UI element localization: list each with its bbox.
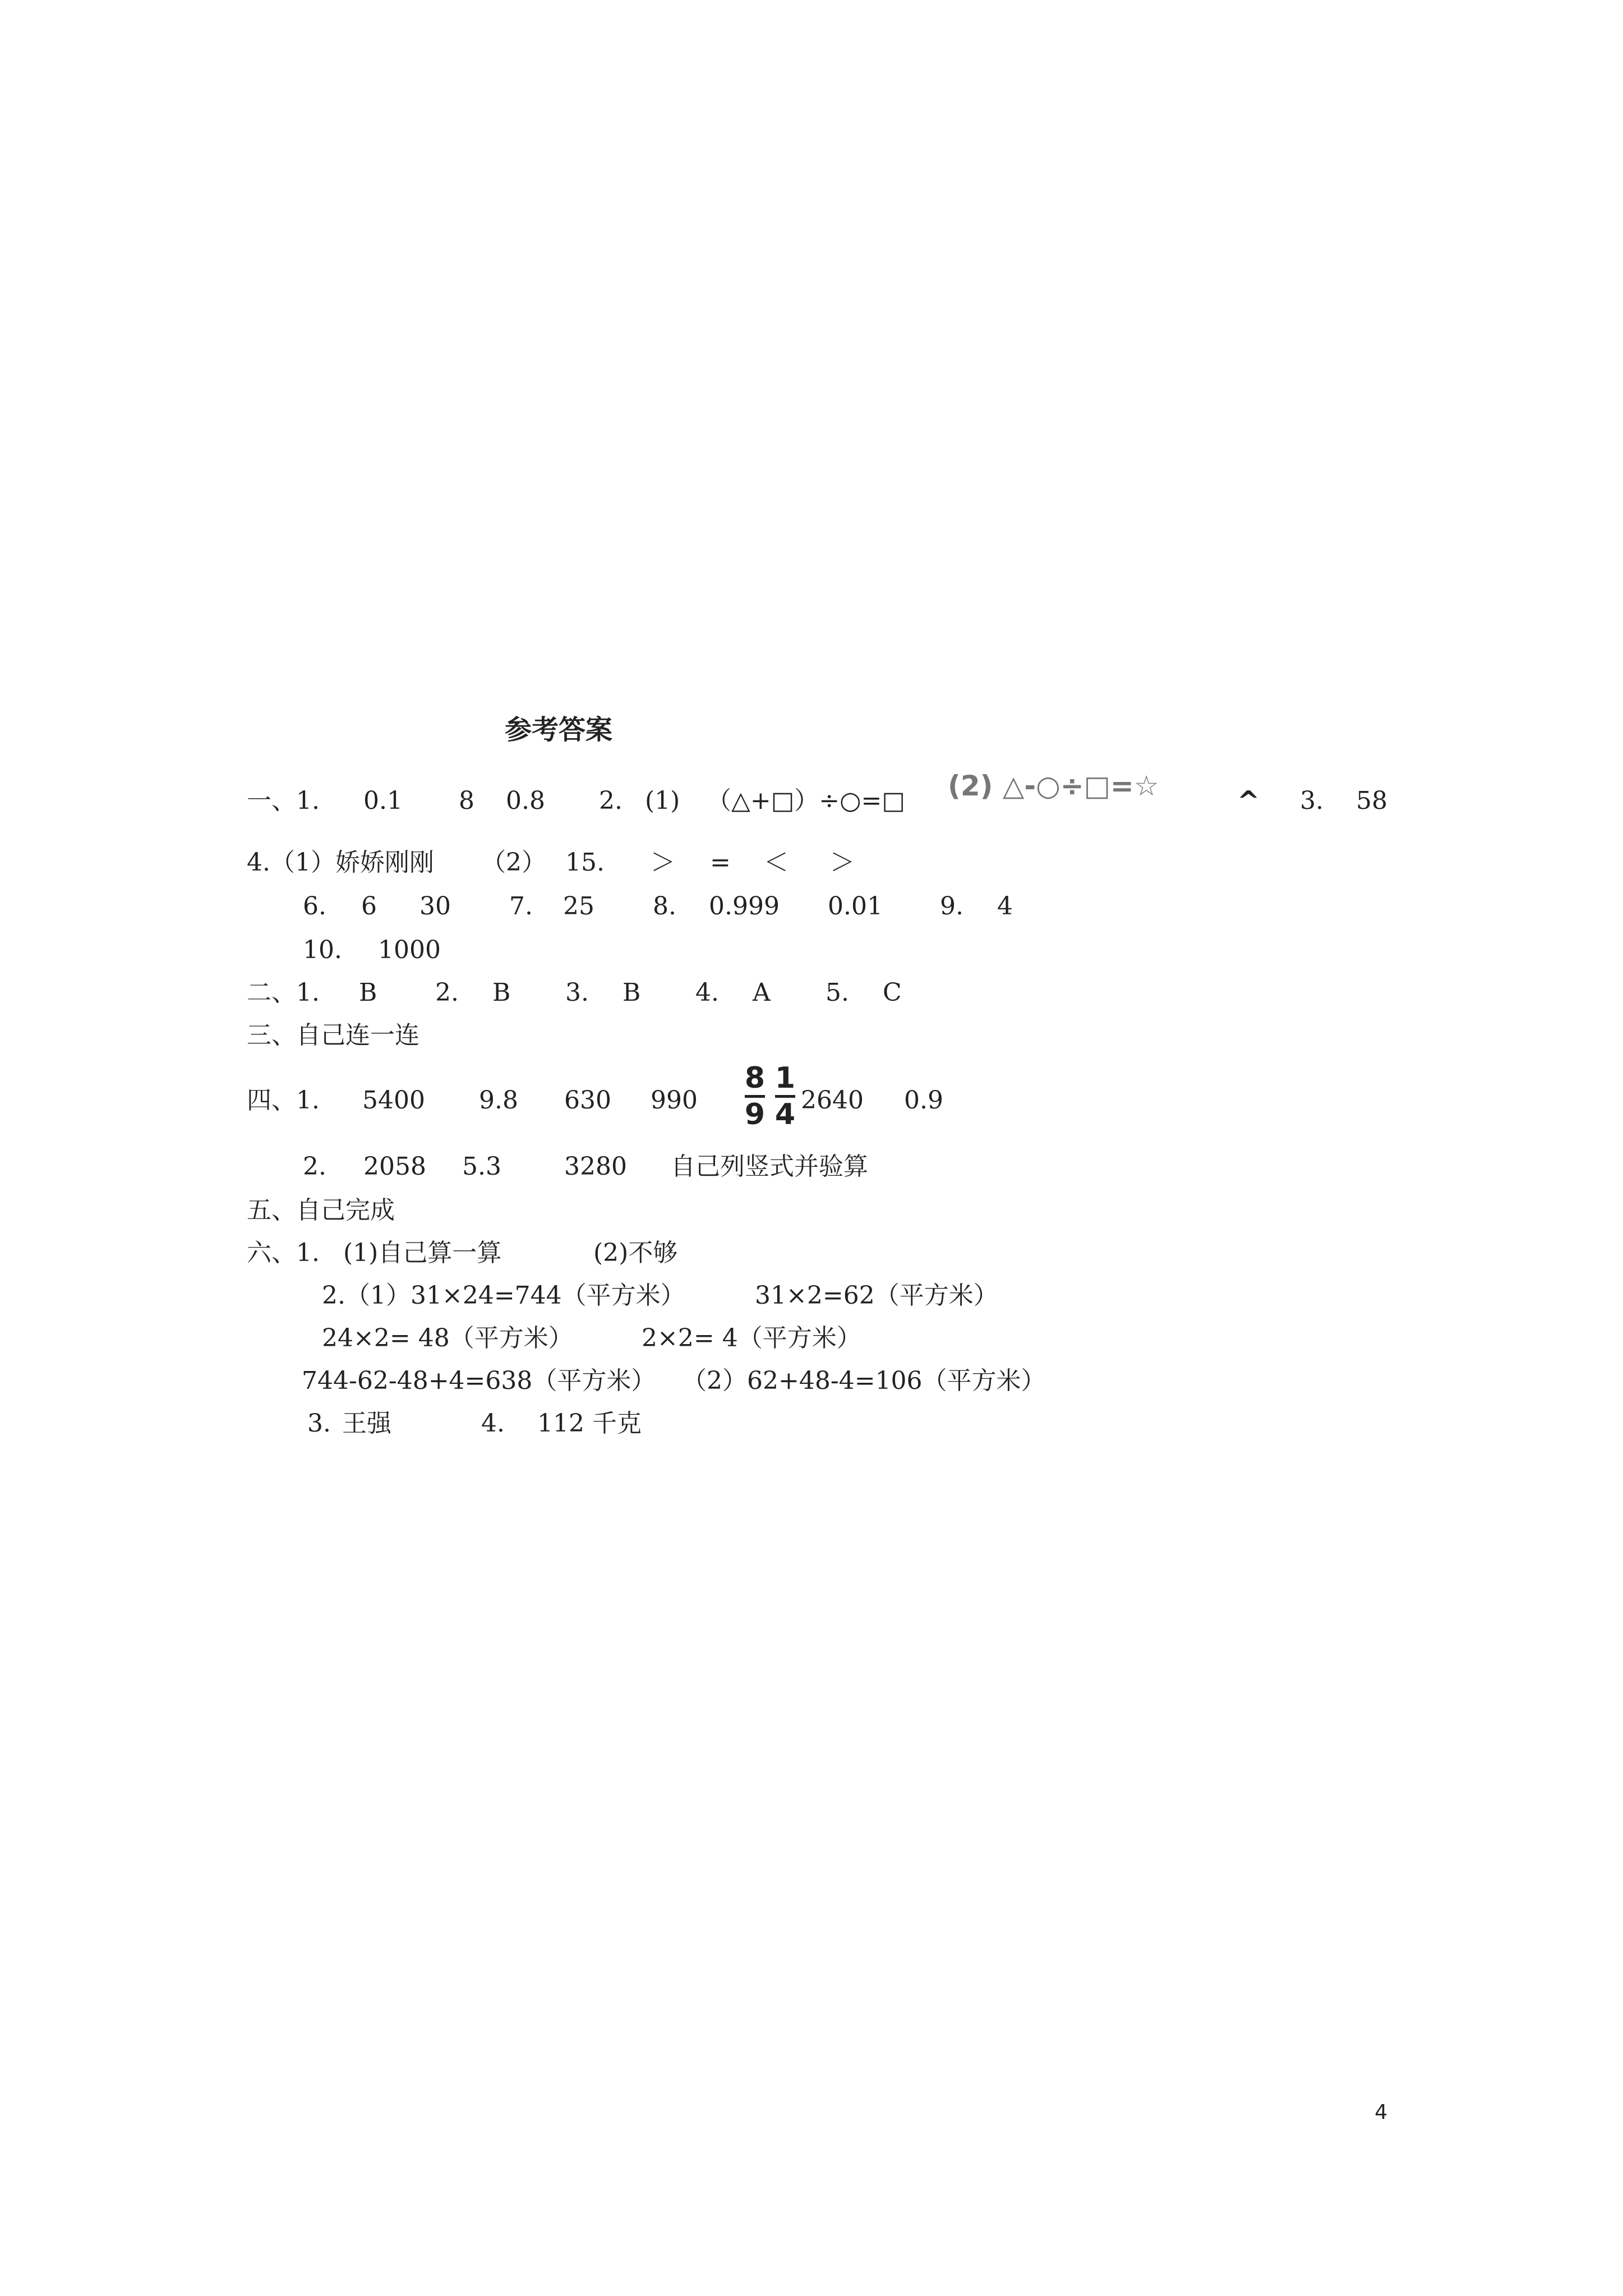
answer: 0.8 — [506, 786, 545, 815]
question-number: 4. — [695, 978, 719, 1007]
formula-1: （△+□）÷○=□ — [707, 786, 905, 815]
answer: 4 — [997, 892, 1013, 921]
numerator: 1 — [774, 1061, 796, 1095]
question-number: 3. — [1300, 786, 1324, 815]
page-title: 参考答案 — [505, 714, 613, 746]
answer: （2）62+48-4=106（平方米） — [682, 1366, 1046, 1395]
answer: 3280 — [564, 1152, 627, 1181]
lead: 4.（1）娇娇刚刚 — [247, 848, 434, 877]
denominator: 4 — [774, 1098, 796, 1131]
denominator: 9 — [744, 1098, 766, 1131]
fraction-eight-ninths — [744, 1061, 766, 1131]
answer: B — [492, 978, 511, 1007]
answer: 0.999 — [709, 892, 780, 921]
answer: 0.1 — [363, 786, 403, 815]
comparison: = — [710, 848, 731, 877]
answer: C — [883, 978, 902, 1007]
answer: 30 — [419, 892, 451, 921]
answer: 1000 — [378, 936, 441, 964]
answer: B — [359, 978, 377, 1007]
answer: 5400 — [362, 1086, 425, 1115]
answer: 2640 — [801, 1086, 864, 1115]
question-number: 4. — [481, 1409, 505, 1438]
question-number: 10. — [303, 936, 342, 964]
fraction-one-quarter — [774, 1061, 796, 1131]
answer: 9.8 — [479, 1086, 518, 1115]
answer: 25 — [563, 892, 594, 921]
answer: 31×2=62（平方米） — [755, 1281, 998, 1310]
question-number: 9. — [940, 892, 963, 921]
answer: 112 千克 — [537, 1409, 642, 1438]
numerator: 8 — [744, 1061, 766, 1095]
question-number: 2. — [303, 1152, 326, 1181]
answer: 24×2= 48（平方米） — [322, 1324, 573, 1352]
answer: 王强 — [342, 1409, 391, 1438]
answer: 2058 — [363, 1152, 426, 1181]
answer: 744-62-48+4=638（平方米） — [302, 1366, 656, 1395]
question-number: 7. — [509, 892, 533, 921]
answer: 6 — [361, 892, 377, 921]
question-number: 2. — [435, 978, 459, 1007]
question-number: 15. — [565, 848, 605, 877]
answer: A — [753, 978, 771, 1007]
answer: 8 — [459, 786, 474, 815]
question-number: 5. — [826, 978, 849, 1007]
answer: 990 — [651, 1086, 698, 1115]
comparison: ＜ — [764, 848, 789, 877]
answer: 2×2= 4（平方米） — [642, 1324, 861, 1352]
lead: 六、1. — [247, 1239, 320, 1267]
comparison: ＞ — [830, 848, 855, 877]
section-5-line: 五、自己完成 — [247, 1196, 395, 1225]
lead: 四、1. — [247, 1086, 320, 1115]
question-number: 8. — [653, 892, 676, 921]
answer: (1)自己算一算 — [343, 1239, 502, 1267]
answer: 0.9 — [904, 1086, 943, 1115]
answer: 0.01 — [828, 892, 883, 921]
lead: 一、1. — [247, 786, 320, 815]
question-number: 3. — [565, 978, 589, 1007]
page-number: 4 — [1375, 2101, 1387, 2124]
answer: B — [623, 978, 641, 1007]
sub-part: (1) — [645, 786, 680, 815]
answer: 自己列竖式并验算 — [671, 1152, 868, 1181]
answer: 58 — [1356, 786, 1387, 815]
comparison: ＞ — [651, 848, 675, 877]
sub-part: （2） — [481, 848, 546, 877]
answer: 2.（1）31×24=744（平方米） — [322, 1281, 685, 1310]
lead: 二、1. — [247, 978, 320, 1007]
question-number: 3. — [307, 1409, 331, 1438]
caret-mark: ^ — [1237, 785, 1260, 817]
question-number: 2. — [599, 786, 623, 815]
answer: 630 — [564, 1086, 611, 1115]
section-3-line: 三、自己连一连 — [247, 1021, 419, 1050]
question-number: 6. — [303, 892, 326, 921]
answer: 5.3 — [462, 1152, 501, 1181]
formula-2-image: (2) △-○÷□=☆ — [948, 770, 1159, 802]
answer: (2)不够 — [593, 1239, 678, 1267]
